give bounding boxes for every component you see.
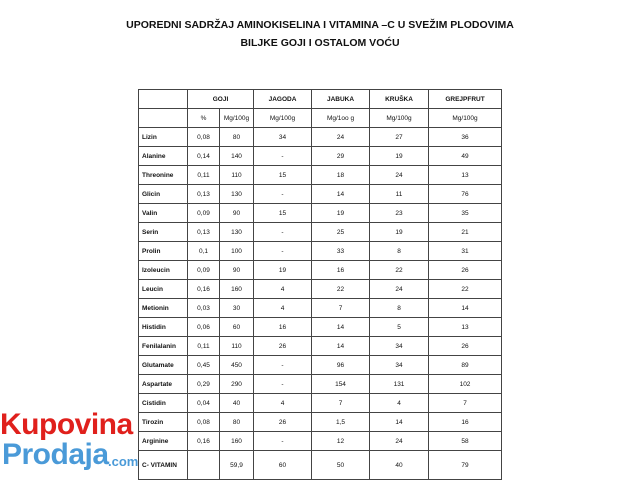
logo-text-prodaja: Prodaja bbox=[2, 438, 109, 471]
table-cell: 1,5 bbox=[312, 413, 370, 432]
table-cell: 25 bbox=[312, 223, 370, 242]
table-cell: 130 bbox=[220, 223, 254, 242]
table-cell: 140 bbox=[220, 147, 254, 166]
header-blank bbox=[139, 90, 188, 109]
table-cell: 131 bbox=[370, 375, 429, 394]
table-cell: 14 bbox=[312, 337, 370, 356]
table-cell: 27 bbox=[370, 128, 429, 147]
table-cell: 89 bbox=[429, 356, 502, 375]
table-cell: 13 bbox=[429, 318, 502, 337]
table-cell: 22 bbox=[312, 280, 370, 299]
table-cell: 0,08 bbox=[188, 413, 220, 432]
table-row bbox=[139, 204, 502, 223]
row-label: C- VITAMIN bbox=[139, 451, 188, 480]
row-label: Metionin bbox=[139, 299, 188, 318]
row-label: Histidin bbox=[139, 318, 188, 337]
table-cell: 34 bbox=[370, 337, 429, 356]
table-cell: 160 bbox=[220, 280, 254, 299]
table-cell: - bbox=[254, 242, 312, 261]
table-cell: - bbox=[254, 147, 312, 166]
units-cell bbox=[139, 109, 188, 128]
table-cell: 154 bbox=[312, 375, 370, 394]
table-cell: 26 bbox=[254, 337, 312, 356]
table-cell: 35 bbox=[429, 204, 502, 223]
table-cell: 7 bbox=[312, 299, 370, 318]
document-title-line-2: BILJKE GOJI I OSTALOM VOĆU bbox=[240, 37, 400, 49]
table-cell: 5 bbox=[370, 318, 429, 337]
table-cell: 450 bbox=[220, 356, 254, 375]
table-cell: 14 bbox=[370, 413, 429, 432]
table-cell: 16 bbox=[312, 261, 370, 280]
table-cell: 59,9 bbox=[220, 451, 254, 480]
table-cell: 0,45 bbox=[188, 356, 220, 375]
table-cell: 90 bbox=[220, 261, 254, 280]
table-cell: 80 bbox=[220, 128, 254, 147]
row-label: Arginine bbox=[139, 432, 188, 451]
table-cell: 130 bbox=[220, 185, 254, 204]
document-title-line-1: UPOREDNI SADRŽAJ AMINOKISELINA I VITAMINA –C U SVEŽIM PLODOVIMA bbox=[126, 19, 514, 31]
units-cell: Mg/100g bbox=[220, 109, 254, 128]
comparison-table bbox=[138, 89, 502, 480]
table-cell: 26 bbox=[254, 413, 312, 432]
table-cell: 15 bbox=[254, 204, 312, 223]
table-row bbox=[139, 147, 502, 166]
table-cell: 30 bbox=[220, 299, 254, 318]
units-cell: % bbox=[188, 109, 220, 128]
table-row bbox=[139, 394, 502, 413]
table-cell: 0,11 bbox=[188, 166, 220, 185]
table-cell: 7 bbox=[312, 394, 370, 413]
units-cell: Mg/1oo g bbox=[312, 109, 370, 128]
table-cell: 290 bbox=[220, 375, 254, 394]
table-cell: 7 bbox=[429, 394, 502, 413]
table-cell: 26 bbox=[429, 337, 502, 356]
table-cell: 0,14 bbox=[188, 147, 220, 166]
table-cell: 24 bbox=[370, 432, 429, 451]
table-cell: 40 bbox=[220, 394, 254, 413]
table-cell: 76 bbox=[429, 185, 502, 204]
row-label: Alanine bbox=[139, 147, 188, 166]
table-cell: 22 bbox=[370, 261, 429, 280]
row-label: Fenilalanin bbox=[139, 337, 188, 356]
table-cell: 100 bbox=[220, 242, 254, 261]
row-label: Serin bbox=[139, 223, 188, 242]
header-goji: GOJI bbox=[188, 90, 254, 109]
table-cell: 19 bbox=[254, 261, 312, 280]
row-label: Tirozin bbox=[139, 413, 188, 432]
header-jagoda: JAGODA bbox=[254, 90, 312, 109]
row-label: Threonine bbox=[139, 166, 188, 185]
table-cell: - bbox=[254, 356, 312, 375]
row-label: Cistidin bbox=[139, 394, 188, 413]
table-cell: 96 bbox=[312, 356, 370, 375]
table-cell: 0,11 bbox=[188, 337, 220, 356]
table-row bbox=[139, 261, 502, 280]
logo-text-kupovina: Kupovina bbox=[0, 408, 133, 441]
table-cell: 58 bbox=[429, 432, 502, 451]
header-kruska: KRUŠKA bbox=[370, 90, 429, 109]
table-cell: 40 bbox=[370, 451, 429, 480]
table-cell: 0,1 bbox=[188, 242, 220, 261]
table-cell: 19 bbox=[370, 223, 429, 242]
row-label: Valin bbox=[139, 204, 188, 223]
row-label: Prolin bbox=[139, 242, 188, 261]
table-cell: 0,13 bbox=[188, 223, 220, 242]
table-cell: 18 bbox=[312, 166, 370, 185]
table-row bbox=[139, 166, 502, 185]
table-cell: - bbox=[254, 432, 312, 451]
table-cell: 0,09 bbox=[188, 204, 220, 223]
table-cell: 13 bbox=[429, 166, 502, 185]
table-cell bbox=[188, 451, 220, 480]
table-cell: 0,13 bbox=[188, 185, 220, 204]
table-cell: 4 bbox=[254, 299, 312, 318]
table-units-row bbox=[139, 109, 502, 128]
table-cell: 14 bbox=[312, 185, 370, 204]
table-row bbox=[139, 432, 502, 451]
table-cell: 8 bbox=[370, 242, 429, 261]
table-cell: 110 bbox=[220, 166, 254, 185]
header-grejpfrut: GREJPFRUT bbox=[429, 90, 502, 109]
row-label: Glicin bbox=[139, 185, 188, 204]
header-jabuka: JABUKA bbox=[312, 90, 370, 109]
row-label: Izoleucin bbox=[139, 261, 188, 280]
table-cell: 16 bbox=[254, 318, 312, 337]
table-cell: 4 bbox=[254, 394, 312, 413]
table-cell: 11 bbox=[370, 185, 429, 204]
table-cell: 0,04 bbox=[188, 394, 220, 413]
table-cell: 31 bbox=[429, 242, 502, 261]
table-cell: 60 bbox=[254, 451, 312, 480]
table-cell: 79 bbox=[429, 451, 502, 480]
units-cell: Mg/100g bbox=[370, 109, 429, 128]
table-cell: 80 bbox=[220, 413, 254, 432]
table-cell: 23 bbox=[370, 204, 429, 223]
units-cell: Mg/100g bbox=[429, 109, 502, 128]
logo-text-com: .com bbox=[108, 454, 139, 469]
table-cell: 24 bbox=[312, 128, 370, 147]
table-cell: 14 bbox=[429, 299, 502, 318]
table-cell: 0,29 bbox=[188, 375, 220, 394]
table-cell: 0,09 bbox=[188, 261, 220, 280]
table-cell: 26 bbox=[429, 261, 502, 280]
table-cell: - bbox=[254, 185, 312, 204]
row-label: Leucin bbox=[139, 280, 188, 299]
table-cell: 110 bbox=[220, 337, 254, 356]
table-row bbox=[139, 337, 502, 356]
row-label: Lizin bbox=[139, 128, 188, 147]
vitamin-c-row bbox=[139, 451, 502, 480]
table-cell: 49 bbox=[429, 147, 502, 166]
table-row bbox=[139, 299, 502, 318]
table-header-row bbox=[139, 90, 502, 109]
table-row bbox=[139, 318, 502, 337]
row-label: Aspartate bbox=[139, 375, 188, 394]
table-cell: 160 bbox=[220, 432, 254, 451]
table-cell: 4 bbox=[370, 394, 429, 413]
table-cell: 29 bbox=[312, 147, 370, 166]
table-cell: 0,03 bbox=[188, 299, 220, 318]
table-cell: 15 bbox=[254, 166, 312, 185]
table-cell: 24 bbox=[370, 166, 429, 185]
table-row bbox=[139, 223, 502, 242]
table-row bbox=[139, 185, 502, 204]
table-cell: 16 bbox=[429, 413, 502, 432]
table-row bbox=[139, 242, 502, 261]
table-cell: 33 bbox=[312, 242, 370, 261]
table-row bbox=[139, 375, 502, 394]
table-cell: 21 bbox=[429, 223, 502, 242]
table-cell: 0,08 bbox=[188, 128, 220, 147]
table-cell: 0,16 bbox=[188, 280, 220, 299]
table-cell: 12 bbox=[312, 432, 370, 451]
table-cell: 14 bbox=[312, 318, 370, 337]
table-cell: 4 bbox=[254, 280, 312, 299]
table-cell: 50 bbox=[312, 451, 370, 480]
table-cell: - bbox=[254, 223, 312, 242]
table-row bbox=[139, 356, 502, 375]
table-cell: 0,16 bbox=[188, 432, 220, 451]
table-row bbox=[139, 280, 502, 299]
table-cell: 0,06 bbox=[188, 318, 220, 337]
table-cell: 34 bbox=[254, 128, 312, 147]
table-row bbox=[139, 128, 502, 147]
table-cell: 34 bbox=[370, 356, 429, 375]
table-cell: 19 bbox=[370, 147, 429, 166]
table-cell: 8 bbox=[370, 299, 429, 318]
units-cell: Mg/100g bbox=[254, 109, 312, 128]
table-cell: 22 bbox=[429, 280, 502, 299]
table-cell: 60 bbox=[220, 318, 254, 337]
table-cell: 36 bbox=[429, 128, 502, 147]
row-label: Glutamate bbox=[139, 356, 188, 375]
table-cell: 90 bbox=[220, 204, 254, 223]
table-cell: 102 bbox=[429, 375, 502, 394]
table-cell: 24 bbox=[370, 280, 429, 299]
table-cell: - bbox=[254, 375, 312, 394]
table-cell: 19 bbox=[312, 204, 370, 223]
table-row bbox=[139, 413, 502, 432]
